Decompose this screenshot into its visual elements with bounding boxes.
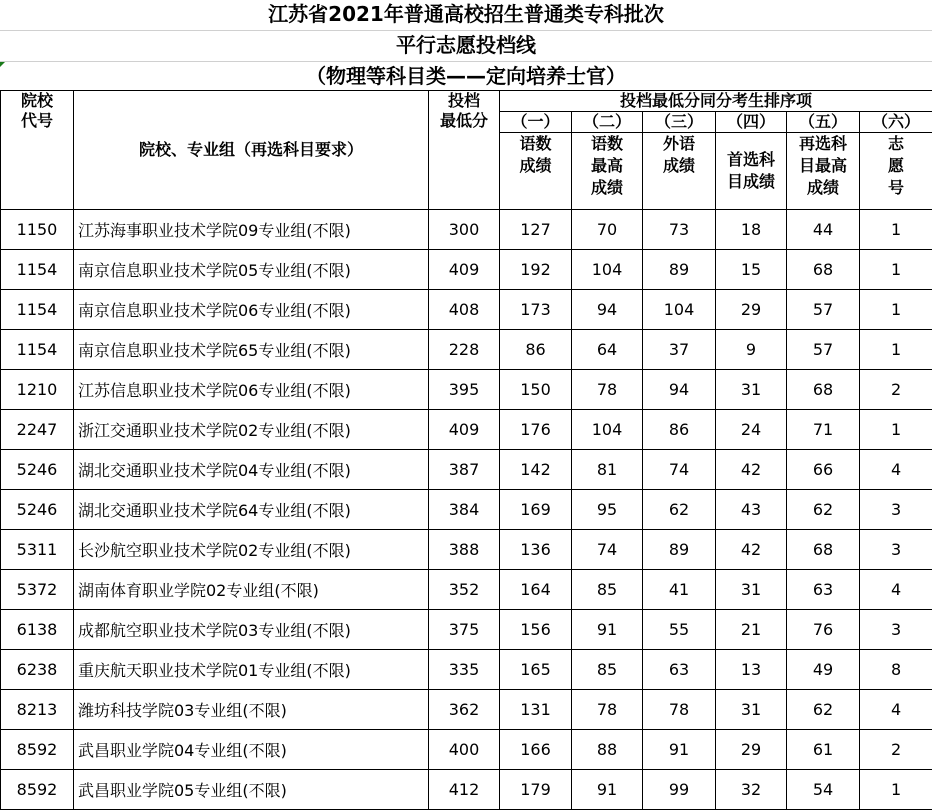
- cell-c1: 192: [500, 250, 572, 290]
- cell-c5: 68: [787, 250, 860, 290]
- cell-name: 长沙航空职业技术学院02专业组(不限): [74, 530, 429, 570]
- cell-c2: 91: [572, 770, 643, 810]
- cell-c5: 71: [787, 410, 860, 450]
- cell-c5: 63: [787, 570, 860, 610]
- cell-c2: 104: [572, 410, 643, 450]
- cell-c5: 68: [787, 370, 860, 410]
- table-row: [1, 610, 932, 650]
- cell-c3: 99: [643, 770, 716, 810]
- header-c3-num: （三）: [643, 112, 716, 133]
- table-row: [1, 770, 932, 810]
- cell-name: 江苏海事职业技术学院09专业组(不限): [74, 210, 429, 250]
- table-row: [1, 690, 932, 730]
- cell-c2: 95: [572, 490, 643, 530]
- cell-name: 南京信息职业技术学院06专业组(不限): [74, 290, 429, 330]
- cell-c3: 62: [643, 490, 716, 530]
- cell-c3: 89: [643, 250, 716, 290]
- cell-min: 362: [429, 690, 500, 730]
- cell-c1: 176: [500, 410, 572, 450]
- cell-c2: 78: [572, 370, 643, 410]
- cell-c6: 4: [860, 690, 932, 730]
- cell-c6: 2: [860, 370, 932, 410]
- cell-code: 2247: [1, 410, 74, 450]
- cell-c6: 8: [860, 650, 932, 690]
- cell-min: 395: [429, 370, 500, 410]
- cell-c4: 42: [716, 530, 787, 570]
- cell-c2: 104: [572, 250, 643, 290]
- document-title-line2: 平行志愿投档线: [0, 31, 932, 62]
- cell-c4: 29: [716, 290, 787, 330]
- cell-c1: 166: [500, 730, 572, 770]
- cell-c4: 42: [716, 450, 787, 490]
- cell-c6: 1: [860, 210, 932, 250]
- cell-code: 5311: [1, 530, 74, 570]
- cell-c6: 1: [860, 290, 932, 330]
- cell-min: 412: [429, 770, 500, 810]
- cell-code: 5246: [1, 490, 74, 530]
- cell-min: 300: [429, 210, 500, 250]
- cell-c2: 70: [572, 210, 643, 250]
- cell-c2: 74: [572, 530, 643, 570]
- header-c3: 外语 成绩: [643, 133, 716, 210]
- document-title-line3: （物理等科目类——定向培养士官）: [0, 62, 932, 90]
- cell-c5: 49: [787, 650, 860, 690]
- table-body: [1, 210, 932, 810]
- cell-c2: 85: [572, 650, 643, 690]
- cell-c4: 15: [716, 250, 787, 290]
- cell-code: 6138: [1, 610, 74, 650]
- cell-c4: 31: [716, 690, 787, 730]
- cell-c5: 62: [787, 490, 860, 530]
- cell-c4: 13: [716, 650, 787, 690]
- cell-c3: 94: [643, 370, 716, 410]
- header-c5: 再选科 目最高 成绩: [787, 133, 860, 210]
- header-c5-num: （五）: [787, 112, 860, 133]
- header-c1-num: （一）: [500, 112, 572, 133]
- cell-min: 352: [429, 570, 500, 610]
- cell-name: 武昌职业学院05专业组(不限): [74, 770, 429, 810]
- cell-c2: 81: [572, 450, 643, 490]
- cell-c1: 165: [500, 650, 572, 690]
- header-rank-group: 投档最低分同分考生排序项: [500, 91, 932, 112]
- table-row: [1, 730, 932, 770]
- cell-c5: 57: [787, 290, 860, 330]
- table-row: [1, 410, 932, 450]
- cell-code: 1154: [1, 290, 74, 330]
- cell-min: 335: [429, 650, 500, 690]
- cell-code: 5246: [1, 450, 74, 490]
- cell-c4: 24: [716, 410, 787, 450]
- cell-c3: 86: [643, 410, 716, 450]
- cell-c6: 1: [860, 770, 932, 810]
- cell-c5: 54: [787, 770, 860, 810]
- cell-c3: 89: [643, 530, 716, 570]
- header-c6-num: （六）: [860, 112, 932, 133]
- cell-c3: 55: [643, 610, 716, 650]
- cell-min: 409: [429, 410, 500, 450]
- cell-c3: 78: [643, 690, 716, 730]
- cell-name: 成都航空职业技术学院03专业组(不限): [74, 610, 429, 650]
- cell-name: 重庆航天职业技术学院01专业组(不限): [74, 650, 429, 690]
- cell-code: 8592: [1, 770, 74, 810]
- table-row: [1, 250, 932, 290]
- cell-c4: 31: [716, 370, 787, 410]
- cell-name: 南京信息职业技术学院65专业组(不限): [74, 330, 429, 370]
- cell-c6: 1: [860, 410, 932, 450]
- cell-c4: 18: [716, 210, 787, 250]
- cell-c2: 85: [572, 570, 643, 610]
- cell-c1: 164: [500, 570, 572, 610]
- table-header: [1, 91, 932, 210]
- cell-c3: 37: [643, 330, 716, 370]
- cell-min: 387: [429, 450, 500, 490]
- header-c2: 语数 最高 成绩: [572, 133, 643, 210]
- header-c2-num: （二）: [572, 112, 643, 133]
- header-min-score: 投档 最低分: [429, 91, 500, 210]
- cell-c2: 88: [572, 730, 643, 770]
- cell-c1: 127: [500, 210, 572, 250]
- cell-c2: 64: [572, 330, 643, 370]
- cell-name: 南京信息职业技术学院05专业组(不限): [74, 250, 429, 290]
- cell-c2: 94: [572, 290, 643, 330]
- cell-c1: 156: [500, 610, 572, 650]
- cell-min: 409: [429, 250, 500, 290]
- cell-code: 8213: [1, 690, 74, 730]
- cell-c5: 66: [787, 450, 860, 490]
- table-row: [1, 290, 932, 330]
- cell-c3: 104: [643, 290, 716, 330]
- cell-c4: 32: [716, 770, 787, 810]
- cell-code: 1210: [1, 370, 74, 410]
- table-row: [1, 330, 932, 370]
- table-row: [1, 650, 932, 690]
- cell-code: 6238: [1, 650, 74, 690]
- cell-min: 408: [429, 290, 500, 330]
- cell-c5: 44: [787, 210, 860, 250]
- header-c6: 志 愿 号: [860, 133, 932, 210]
- cell-name: 湖北交通职业技术学院04专业组(不限): [74, 450, 429, 490]
- cell-c5: 68: [787, 530, 860, 570]
- table-row: [1, 210, 932, 250]
- cell-c1: 150: [500, 370, 572, 410]
- table-row: [1, 370, 932, 410]
- cell-c3: 91: [643, 730, 716, 770]
- cell-c1: 169: [500, 490, 572, 530]
- cell-name: 江苏信息职业技术学院06专业组(不限): [74, 370, 429, 410]
- cell-min: 388: [429, 530, 500, 570]
- header-code: 院校 代号: [1, 91, 74, 210]
- table-row: [1, 450, 932, 490]
- cell-c4: 29: [716, 730, 787, 770]
- header-c4: 首选科 目成绩: [716, 133, 787, 210]
- cell-c1: 136: [500, 530, 572, 570]
- cell-corner-marker-icon: [0, 62, 5, 67]
- cell-c3: 73: [643, 210, 716, 250]
- header-name: 院校、专业组（再选科目要求）: [74, 91, 429, 210]
- cell-min: 228: [429, 330, 500, 370]
- cell-code: 5372: [1, 570, 74, 610]
- cell-min: 375: [429, 610, 500, 650]
- cell-code: 1154: [1, 330, 74, 370]
- cell-c3: 41: [643, 570, 716, 610]
- cell-c3: 63: [643, 650, 716, 690]
- table-row: [1, 570, 932, 610]
- cell-code: 1150: [1, 210, 74, 250]
- cell-name: 武昌职业学院04专业组(不限): [74, 730, 429, 770]
- cell-c2: 78: [572, 690, 643, 730]
- cell-c6: 4: [860, 450, 932, 490]
- admission-score-table: [0, 90, 932, 810]
- cell-min: 384: [429, 490, 500, 530]
- cell-c1: 131: [500, 690, 572, 730]
- cell-c5: 62: [787, 690, 860, 730]
- header-c1: 语数 成绩: [500, 133, 572, 210]
- cell-c1: 86: [500, 330, 572, 370]
- table-row: [1, 530, 932, 570]
- cell-c4: 21: [716, 610, 787, 650]
- table-row: [1, 490, 932, 530]
- cell-name: 湖北交通职业技术学院64专业组(不限): [74, 490, 429, 530]
- cell-c6: 1: [860, 330, 932, 370]
- cell-min: 400: [429, 730, 500, 770]
- cell-c2: 91: [572, 610, 643, 650]
- cell-code: 1154: [1, 250, 74, 290]
- cell-c6: 3: [860, 530, 932, 570]
- cell-c6: 3: [860, 610, 932, 650]
- cell-c5: 61: [787, 730, 860, 770]
- cell-c5: 76: [787, 610, 860, 650]
- cell-c1: 142: [500, 450, 572, 490]
- cell-c1: 179: [500, 770, 572, 810]
- cell-name: 浙江交通职业技术学院02专业组(不限): [74, 410, 429, 450]
- header-c4-num: （四）: [716, 112, 787, 133]
- cell-c6: 1: [860, 250, 932, 290]
- cell-c4: 31: [716, 570, 787, 610]
- cell-c6: 3: [860, 490, 932, 530]
- document-title-line1: 江苏省2021年普通高校招生普通类专科批次: [0, 0, 932, 31]
- cell-c5: 57: [787, 330, 860, 370]
- cell-code: 8592: [1, 730, 74, 770]
- cell-c4: 43: [716, 490, 787, 530]
- cell-c1: 173: [500, 290, 572, 330]
- cell-c6: 4: [860, 570, 932, 610]
- cell-c4: 9: [716, 330, 787, 370]
- cell-c3: 74: [643, 450, 716, 490]
- cell-name: 湖南体育职业学院02专业组(不限): [74, 570, 429, 610]
- cell-c6: 2: [860, 730, 932, 770]
- cell-name: 潍坊科技学院03专业组(不限): [74, 690, 429, 730]
